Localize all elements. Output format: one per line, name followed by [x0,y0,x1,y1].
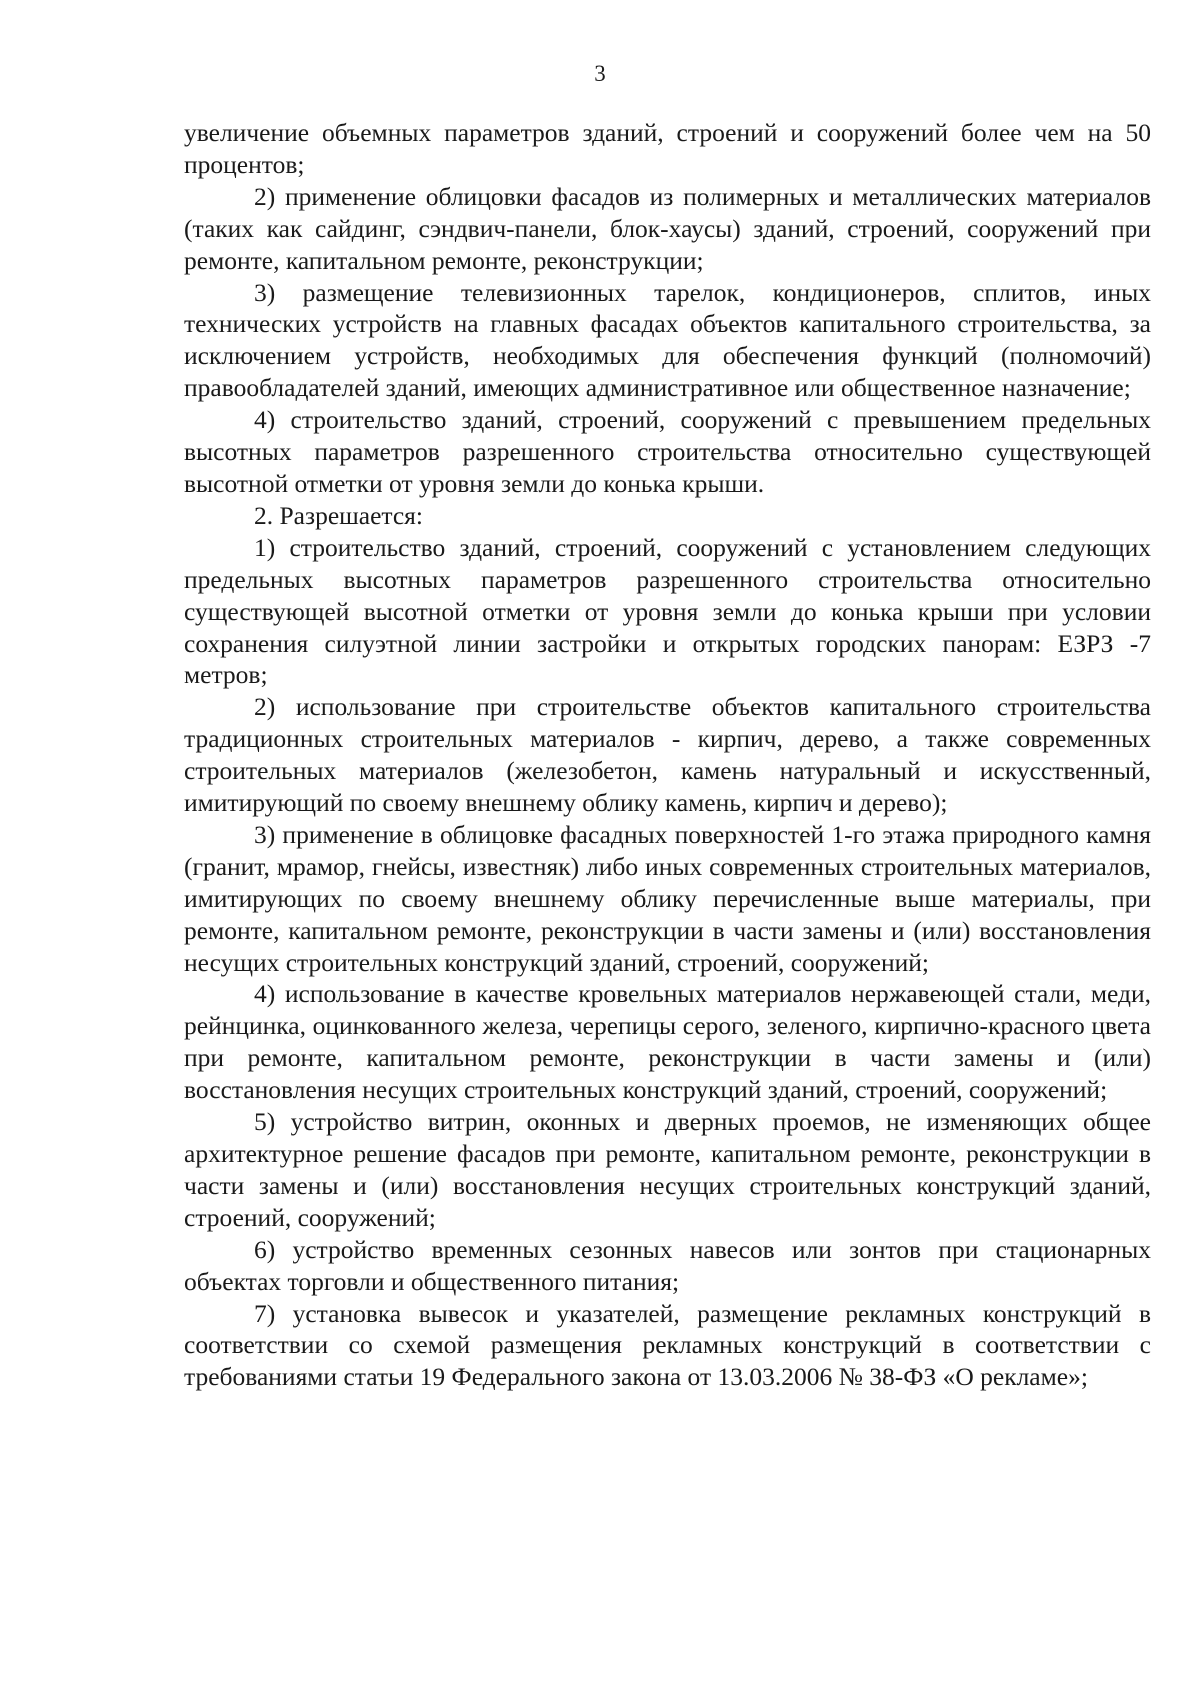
paragraph-item-4: 4) строительство зданий, строений, сооружений с превышением предельных высотных параметров разрешенного строительства относительно существующей высотной отметки от уровня земли до конька крыши. [184,405,1151,498]
paragraph-allowed-5: 5) устройство витрин, оконных и дверных проемов, не изменяющих общее архитектурное решение фасадов при ремонте, капитальном ремонте, реконструкции в части замены и (или) восстановления несущих строительных конструкций зданий, строений, сооружений; [184,1107,1151,1232]
document-body [184,117,1151,1393]
paragraph-item-3: 3) размещение телевизионных тарелок, кондиционеров, сплитов, иных технических устройств на главных фасадах объектов капитального строительства, за исключением устройств, необходимых для обеспечения функций (полномочий) правообладателей зданий, имеющих административное или общественное назначение; [184,277,1151,403]
section-heading-allowed: 2. Разрешается: [254,500,423,530]
paragraph-allowed-1: 1) строительство зданий, строений, сооружений с установлением следующих предельных высотных параметров разрешенного строительства относительно существующей высотной отметки от уровня земли до конька крыши при условии сохранения силуэтной линии застройки и открытых городских панорам: ЕЗРЗ -7 метров; [184,532,1151,690]
paragraph-item-2: 2) применение облицовки фасадов из полимерных и металлических материалов (таких как сайдинг, сэндвич-панели, блок-хаусы) зданий, строений, сооружений при ремонте, капитальном ремонте, реконструкции; [184,181,1151,275]
paragraph-allowed-3: 3) применение в облицовке фасадных поверхностей 1-го этажа природного камня (гранит, мрамор, гнейсы, известняк) либо иных современных строительных материалов, имитирующих по своему внешнему облику перечисленные выше материалы, при ремонте, капитальном ремонте, реконструкции в части замены и (или) восстановления несущих строительных конструкций зданий, строений, сооружений; [184,819,1151,977]
paragraph-allowed-4: 4) использование в качестве кровельных материалов нержавеющей стали, меди, рейнцинка, оцинкованного железа, черепицы серого, зеленого, кирпично-красного цвета при ремонте, капитальном ремонте, реконструкции в части замены и (или) восстановления несущих строительных конструкций зданий, строений, сооружений; [184,979,1151,1105]
paragraph-allowed-7: 7) установка вывесок и указателей, размещение рекламных конструкций в соответствии со схемой размещения рекламных конструкций в соответствии с требованиями статьи 19 Федерального закона от 13.03.2006 № 38-ФЗ «О рекламе»; [184,1298,1151,1392]
paragraph-continuation: увеличение объемных параметров зданий, строений и сооружений более чем на 50 процентов; [184,118,1151,179]
paragraph-allowed-2: 2) использование при строительстве объектов капитального строительства традиционных строительных материалов - кирпич, дерево, а также современных строительных материалов (железобетон, камень натуральный и искусственный, имитирующий по своему внешнему облику камень, кирпич и дерево); [184,692,1151,818]
page-number: 3 [594,61,606,86]
paragraph-allowed-6: 6) устройство временных сезонных навесов или зонтов при стационарных объектах торговли и общественного питания; [184,1234,1151,1296]
